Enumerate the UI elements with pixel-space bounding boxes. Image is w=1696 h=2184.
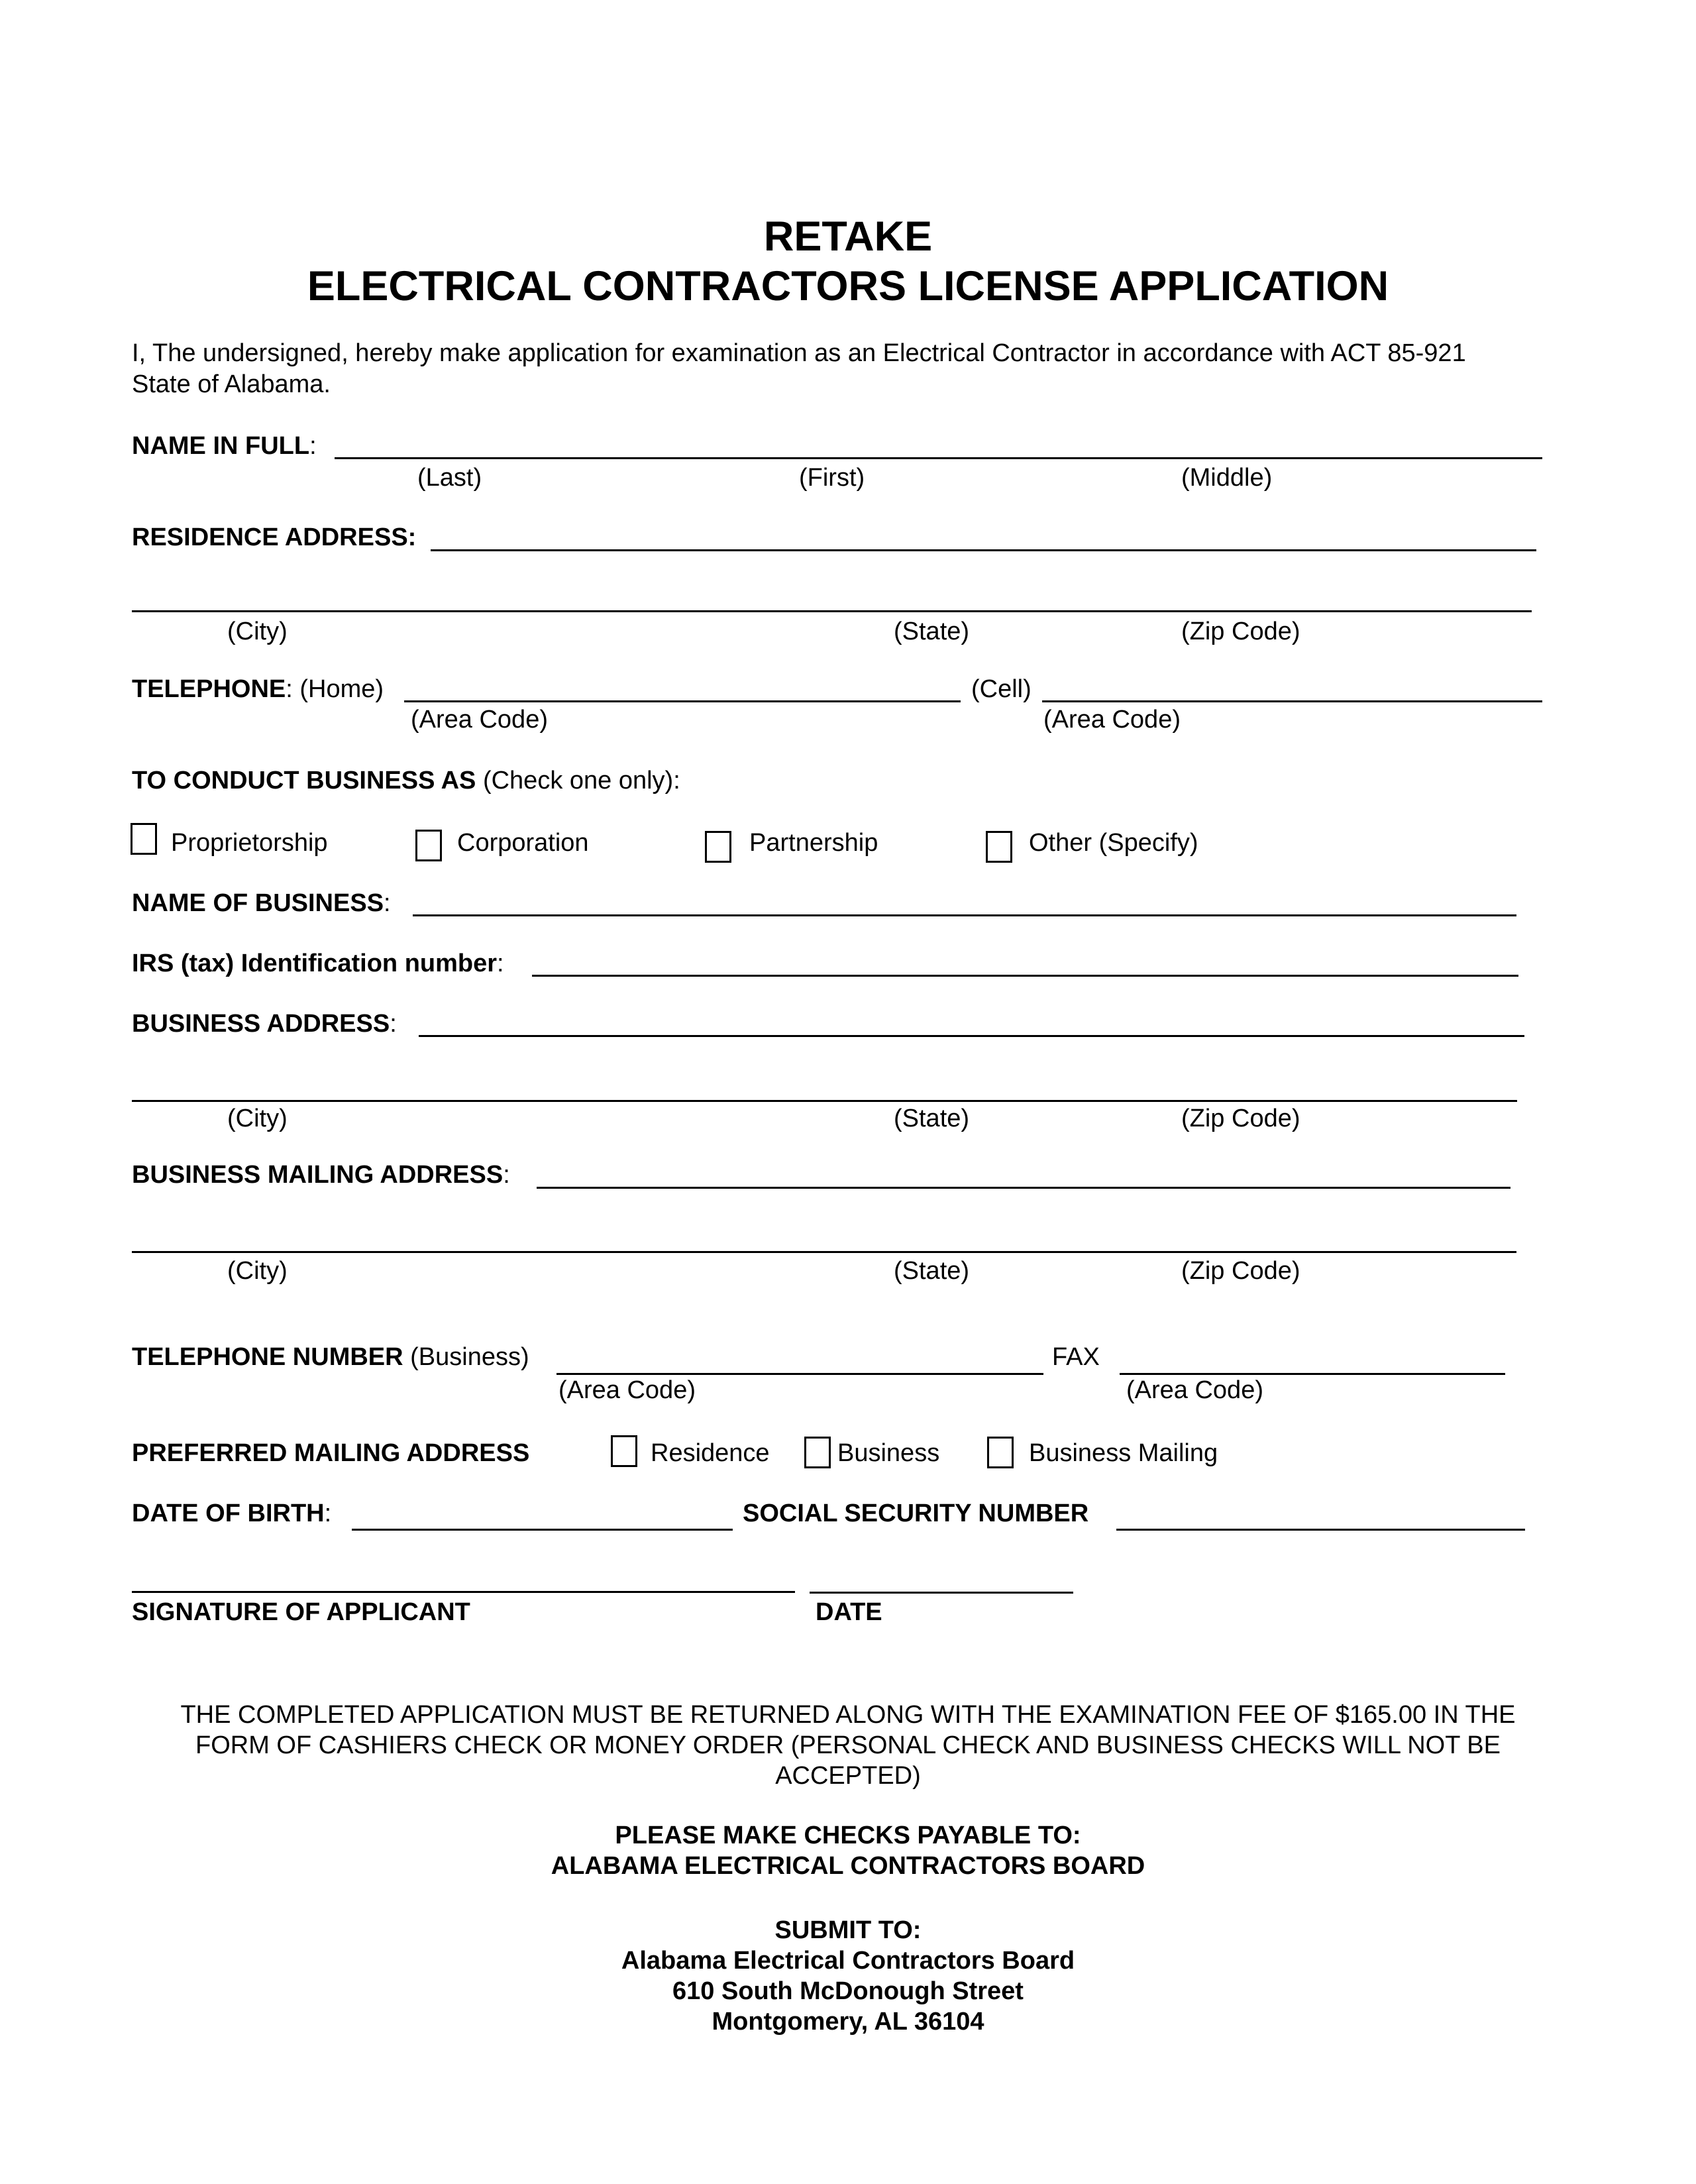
telephone-home-input[interactable] xyxy=(404,674,961,700)
business-address-colon: : xyxy=(390,1010,397,1038)
signature-input[interactable] xyxy=(132,1564,795,1591)
name-of-business-input[interactable] xyxy=(413,888,1516,914)
business-sublabel-city: (City) xyxy=(227,1105,288,1132)
business-address-label xyxy=(132,1011,397,1036)
submit-heading: SUBMIT TO: xyxy=(774,1916,922,1944)
telephone-home-area-code: (Area Code) xyxy=(411,706,548,734)
name-of-business-underline xyxy=(413,914,1516,916)
date-label: DATE xyxy=(816,1598,882,1626)
signature-underline xyxy=(132,1591,795,1593)
name-in-full-underline xyxy=(335,457,1542,459)
fee-notice-line-1: THE COMPLETED APPLICATION MUST BE RETURNED ALONG WITH THE EXAMINATION FEE OF $165.00 IN THE xyxy=(180,1701,1516,1729)
submit-address-line-2: 610 South McDonough Street xyxy=(672,1977,1024,2005)
sublabel-first: (First) xyxy=(799,464,865,492)
sublabel-last: (Last) xyxy=(417,464,482,492)
name-in-full-label-text: NAME IN FULL xyxy=(132,432,310,460)
name-in-full-colon: : xyxy=(309,432,317,460)
checkbox-preferred-business-mailing[interactable] xyxy=(987,1437,1014,1468)
business-address-underline xyxy=(419,1035,1524,1037)
preferred-business-label: Business xyxy=(837,1439,940,1467)
date-of-birth-label xyxy=(132,1501,331,1526)
irs-id-label xyxy=(132,951,504,976)
fax-area-code: (Area Code) xyxy=(1126,1376,1263,1404)
mailing-sublabel-state: (State) xyxy=(894,1257,970,1285)
business-telephone-input[interactable] xyxy=(556,1346,1043,1373)
telephone-cell-input[interactable] xyxy=(1042,674,1542,700)
date-of-birth-underline xyxy=(352,1529,733,1531)
business-telephone-note: (Business) xyxy=(410,1343,529,1371)
name-of-business-label-text: NAME OF BUSINESS xyxy=(132,889,384,917)
form-title: ELECTRICAL CONTRACTORS LICENSE APPLICATION xyxy=(307,263,1389,309)
business-sublabel-state: (State) xyxy=(894,1105,970,1132)
irs-id-label-text: IRS (tax) Identification number xyxy=(132,950,498,977)
checkbox-preferred-residence[interactable] xyxy=(611,1435,637,1467)
residence-sublabel-state: (State) xyxy=(894,618,970,645)
irs-id-input[interactable] xyxy=(532,948,1518,975)
business-mailing-address-colon: : xyxy=(503,1161,510,1189)
name-of-business-colon: : xyxy=(384,889,391,917)
checkbox-proprietorship[interactable] xyxy=(131,823,157,855)
date-of-birth-label-text: DATE OF BIRTH xyxy=(132,1500,325,1527)
preferred-business-mailing-label: Business Mailing xyxy=(1029,1439,1218,1467)
business-telephone-underline xyxy=(556,1373,1043,1375)
preferred-residence-label: Residence xyxy=(651,1439,770,1467)
form-title-retake: RETAKE xyxy=(763,213,933,260)
submit-address-line-3: Montgomery, AL 36104 xyxy=(712,2008,984,2036)
residence-address-underline xyxy=(431,549,1536,551)
ssn-underline xyxy=(1116,1529,1525,1531)
ssn-label: SOCIAL SECURITY NUMBER xyxy=(743,1500,1089,1527)
fee-notice-line-2: FORM OF CASHIERS CHECK OR MONEY ORDER (PERSONAL CHECK AND BUSINESS CHECKS WILL NOT BE xyxy=(195,1731,1501,1759)
submit-address-line-1: Alabama Electrical Contractors Board xyxy=(621,1947,1075,1975)
fax-label: FAX xyxy=(1052,1343,1100,1371)
payable-heading: PLEASE MAKE CHECKS PAYABLE TO: xyxy=(615,1822,1081,1849)
residence-city-underline xyxy=(132,610,1532,612)
business-city-underline xyxy=(132,1100,1517,1102)
name-in-full-label xyxy=(132,433,317,459)
residence-sublabel-city: (City) xyxy=(227,618,288,645)
preferred-mailing-label: PREFERRED MAILING ADDRESS xyxy=(132,1439,530,1467)
fax-underline xyxy=(1120,1373,1505,1375)
date-of-birth-colon: : xyxy=(324,1500,332,1527)
business-mailing-address-input[interactable] xyxy=(537,1160,1510,1187)
irs-id-underline xyxy=(532,975,1518,977)
checkbox-partnership[interactable] xyxy=(705,831,731,863)
residence-city-state-zip-input[interactable] xyxy=(132,584,1532,610)
fee-notice-line-3: ACCEPTED) xyxy=(775,1762,921,1790)
telephone-cell-underline xyxy=(1042,700,1542,702)
business-telephone-label xyxy=(132,1344,529,1370)
signature-label: SIGNATURE OF APPLICANT xyxy=(132,1598,470,1626)
business-mailing-city-state-zip-input[interactable] xyxy=(132,1225,1516,1251)
conduct-business-note: (Check one only): xyxy=(482,767,680,794)
telephone-cell-area-code: (Area Code) xyxy=(1043,706,1181,734)
business-city-state-zip-input[interactable] xyxy=(132,1073,1517,1100)
business-address-input[interactable] xyxy=(419,1009,1524,1035)
option-corporation-label: Corporation xyxy=(457,829,589,857)
option-other-label: Other (Specify) xyxy=(1029,829,1198,857)
telephone-colon: : xyxy=(286,675,293,703)
telephone-label-text: TELEPHONE xyxy=(132,675,286,703)
business-mailing-city-underline xyxy=(132,1251,1516,1253)
business-mailing-address-label xyxy=(132,1162,510,1187)
mailing-sublabel-city: (City) xyxy=(227,1257,288,1285)
name-of-business-label xyxy=(132,891,391,916)
business-mailing-address-underline xyxy=(537,1187,1510,1189)
business-mailing-address-label-text: BUSINESS MAILING ADDRESS xyxy=(132,1161,504,1189)
telephone-label xyxy=(132,677,384,702)
business-telephone-label-text: TELEPHONE NUMBER xyxy=(132,1343,403,1371)
telephone-cell-label: (Cell) xyxy=(971,675,1032,703)
option-proprietorship-label: Proprietorship xyxy=(171,829,328,857)
business-sublabel-zip: (Zip Code) xyxy=(1181,1105,1300,1132)
fax-input[interactable] xyxy=(1120,1346,1505,1373)
intro-line-1: I, The undersigned, hereby make application for examination as an Electrical Contractor in accordance with ACT 85-921 xyxy=(132,339,1466,367)
conduct-business-label-text: TO CONDUCT BUSINESS AS xyxy=(132,767,476,794)
name-in-full-input[interactable] xyxy=(335,431,1542,457)
intro-line-2: State of Alabama. xyxy=(132,370,331,398)
telephone-home-underline xyxy=(404,700,961,702)
ssn-input[interactable] xyxy=(1116,1502,1525,1529)
payable-to: ALABAMA ELECTRICAL CONTRACTORS BOARD xyxy=(551,1852,1145,1880)
mailing-sublabel-zip: (Zip Code) xyxy=(1181,1257,1300,1285)
checkbox-corporation[interactable] xyxy=(415,830,442,861)
checkbox-other[interactable] xyxy=(986,831,1012,863)
option-partnership-label: Partnership xyxy=(749,829,878,857)
telephone-home-label: (Home) xyxy=(299,675,384,703)
checkbox-preferred-business[interactable] xyxy=(804,1437,831,1468)
conduct-business-label xyxy=(132,768,680,793)
date-input[interactable] xyxy=(810,1565,1073,1592)
date-of-birth-input[interactable] xyxy=(352,1502,733,1529)
irs-id-colon: : xyxy=(497,950,504,977)
date-underline xyxy=(810,1592,1073,1594)
residence-address-label: RESIDENCE ADDRESS: xyxy=(132,523,417,551)
business-address-label-text: BUSINESS ADDRESS xyxy=(132,1010,390,1038)
residence-address-input[interactable] xyxy=(431,523,1536,549)
residence-sublabel-zip: (Zip Code) xyxy=(1181,618,1300,645)
sublabel-middle: (Middle) xyxy=(1181,464,1273,492)
business-telephone-area-code: (Area Code) xyxy=(558,1376,696,1404)
